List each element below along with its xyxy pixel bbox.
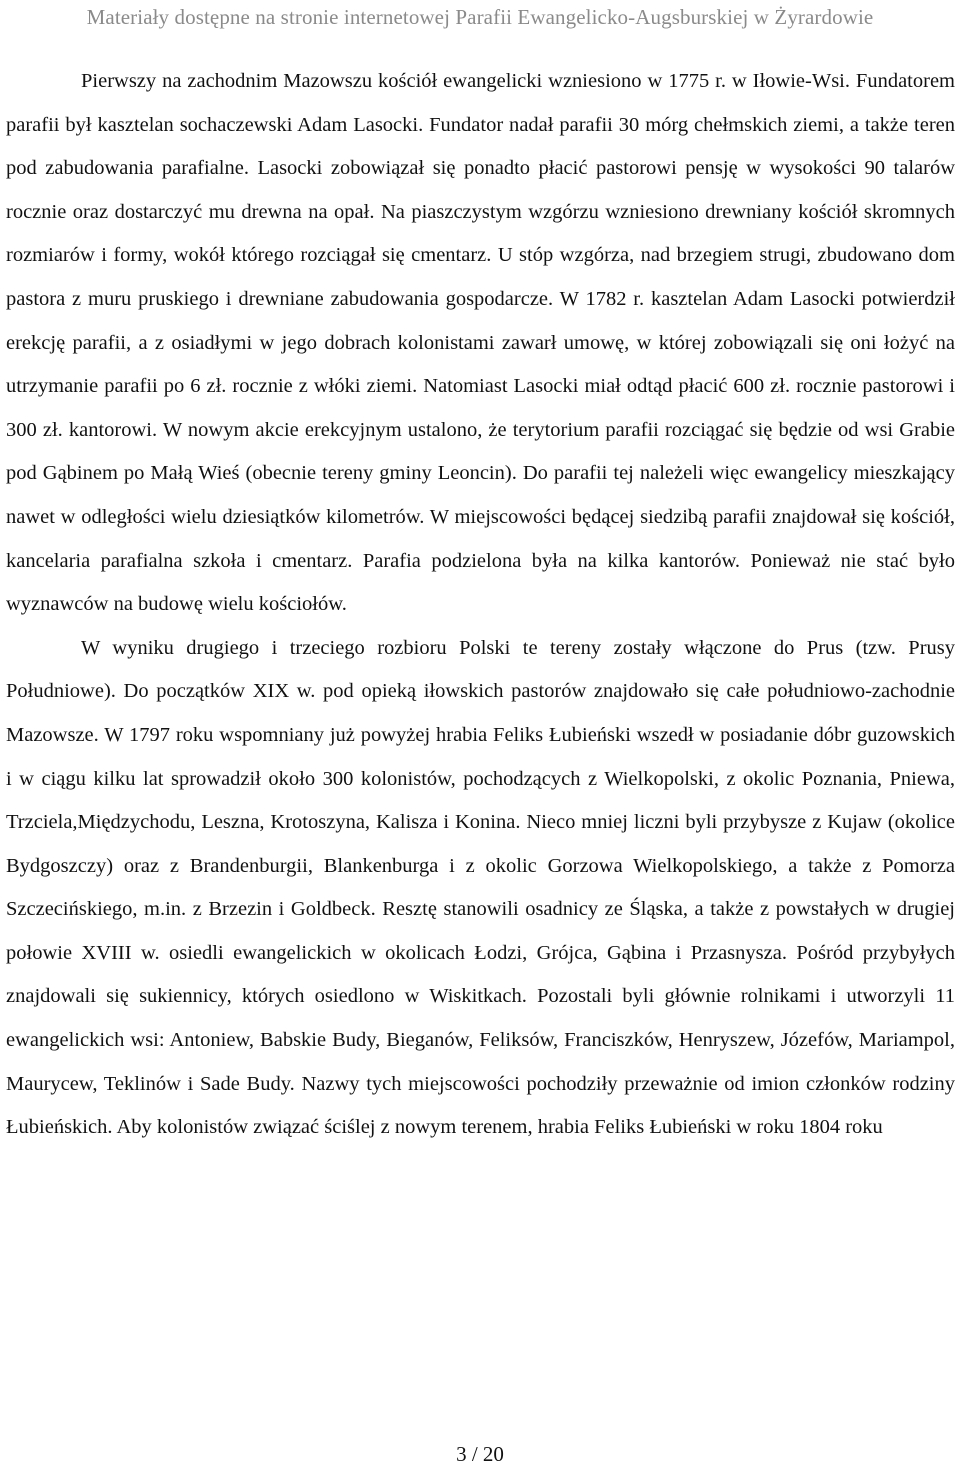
paragraph-2: W wyniku drugiego i trzeciego rozbioru Polski te tereny zostały włączone do Prus (tzw. Prusy Południowe). Do początków XIX w. pod opieką iłowskich pastorów znajdowało się całe południowo-zachodnie Mazowsze. W 1797 roku wspomniany już powyżej hrabia Feliks Łubieński wszedł w posiadanie dóbr guzowskich i w ciągu kilku lat sprowadził około 300 kolonistów, pochodzących z Wielkopolski, z okolic Poznania, Pniewa, Trzciela,Międzychodu, Leszna, Krotoszyna, Kalisza i Konina. Nieco mniej liczni byli przybysze z Kujaw (okolice Bydgoszczy) oraz z Brandenburgii, Blankenburga i z okolic Gorzowa Wielkopolskiego, a także z Pomorza Szczecińskiego, m.in. z Brzezin i Goldbeck. Resztę stanowili osadnicy ze Śląska, a także z powstałych w drugiej połowie XVIII w. osiedli ewangelickich w okolicach Łodzi, Grójca, Gąbina i Przasnysza. Pośród przybyłych znajdowali się sukiennicy, których osiedlono w Wiskitkach. Pozostali byli głównie rolnikami i utworzyli 11 ewangelickich wsi: Antoniew, Babskie Budy, Bieganów, Feliksów, Franciszków, Henryszew, Józefów, Mariampol, Maurycew, Teklinów i Sade Budy. Nazwy tych miejscowości pochodziły przeważnie od imion członków rodziny Łubieńskich. Aby kolonistów związać ściślej z nowym terenem, hrabia Feliks Łubieński w roku 1804 roku: [6, 636, 955, 1139]
document-body: [6, 60, 955, 1150]
page-header: Materiały dostępne na stronie internetowej Parafii Ewangelicko-Augsburskiej w Żyrardowie: [86, 5, 874, 29]
paragraph-1: Pierwszy na zachodnim Mazowszu kościół ewangelicki wzniesiono w 1775 r. w Iłowie-Wsi. Fundatorem parafii był kasztelan sochaczewski Adam Lasocki. Fundator nadał parafii 30 mórg chełmskich ziemi, a także teren pod zabudowania parafialne. Lasocki zobowiązał się ponadto płacić pastorowi pensję w wysokości 90 talarów rocznie oraz dostarczyć mu drewna na opał. Na piaszczystym wzgórzu wzniesiono drewniany kościół skromnych rozmiarów i formy, wokół którego rozciągał się cmentarz. U stóp wzgórza, nad brzegiem strugi, zbudowano dom pastora z muru pruskiego i drewniane zabudowania gospodarcze. W 1782 r. kasztelan Adam Lasocki potwierdził erekcję parafii, a z osiadłymi w jego dobrach kolonistami zawarł umowę, w której zobowiązali się oni łożyć na utrzymanie parafii po 6 zł. rocznie z włóki ziemi. Natomiast Lasocki miał odtąd płacić 600 zł. rocznie pastorowi i 300 zł. kantorowi. W nowym akcie erekcyjnym ustalono, że terytorium parafii rozciągać się będzie od wsi Grabie pod Gąbinem po Małą Wieś (obecnie tereny gminy Leoncin). Do parafii tej należeli więc ewangelicy mieszkający nawet w odległości wielu dziesiątków kilometrów. W miejscowości będącej siedzibą parafii znajdował się kościół, kancelaria parafialna szkoła i cmentarz. Parafia podzielona była na kilka kantorów. Ponieważ nie stać było wyznawców na budowę wielu kościołów.: [6, 70, 955, 616]
page-number: 3 / 20: [456, 1442, 504, 1466]
